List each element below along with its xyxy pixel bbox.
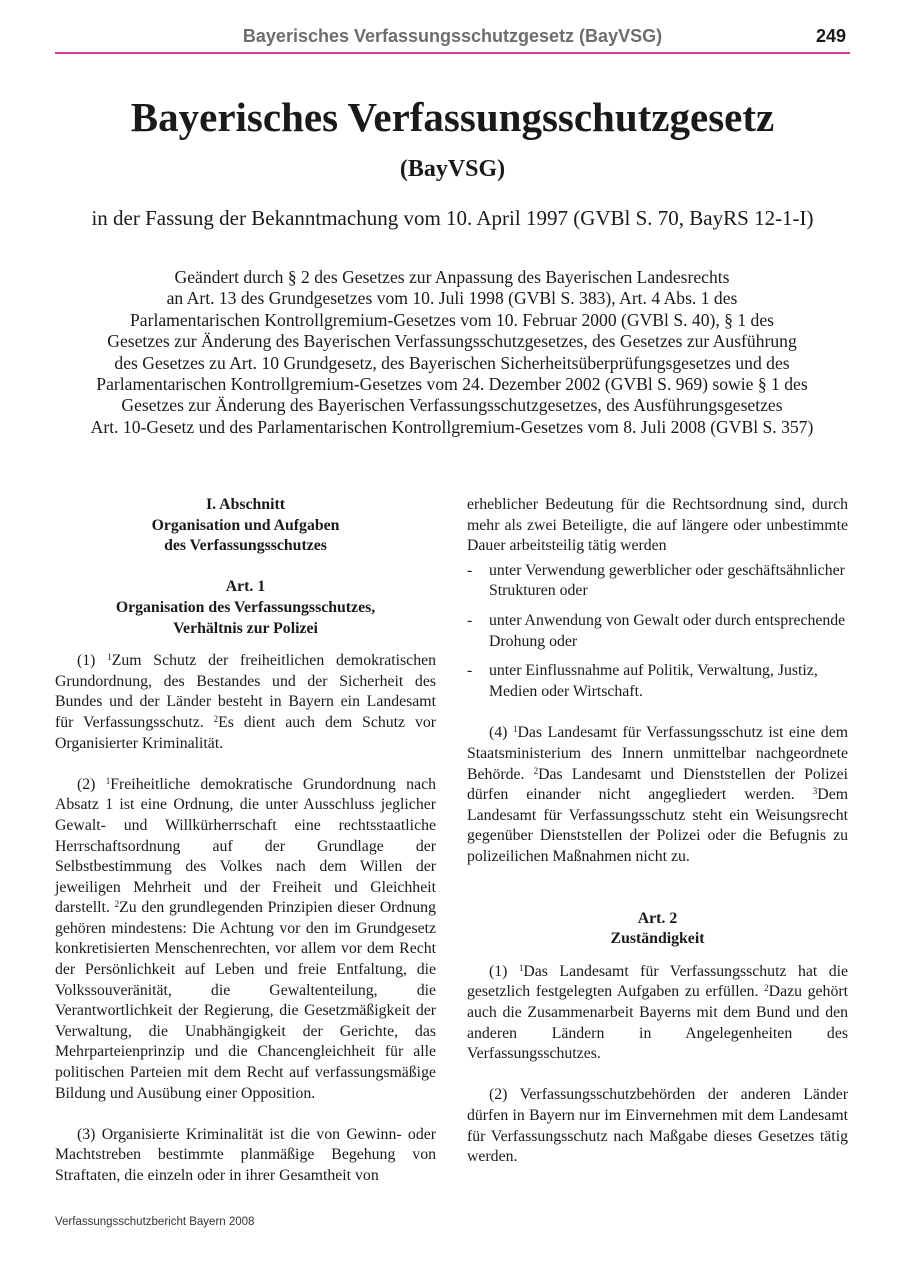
art2-paragraph-1: (1) $^1$Das Landesamt für Verfassungsschutz hat die gesetzlich festgelegten Aufgaben zu erfüllen. $^2$Dazu gehört auch die Zusammenarbeit Bayerns mit dem Bund und den anderen Ländern in Angelegenheiten des Verfassungsschutzes. xyxy=(467,962,848,1063)
amendment-line: Gesetzes zur Änderung des Bayerischen Verfassungsschutzgesetzes, des Gesetzes zur Ausführung xyxy=(107,331,797,352)
amendment-line: Parlamentarischen Kontrollgremium-Gesetzes vom 24. Dezember 2002 (GVBl S. 969) sowie § 1 des xyxy=(96,374,808,395)
art1-heading xyxy=(55,577,436,639)
art2-paragraph-2: (2) Verfassungsschutzbehörden der anderen Länder dürfen in Bayern nur im Einvernehmen mit dem Landesamt für Verfassungsschutz nach Maßgabe dieses Gesetzes tätig werden. xyxy=(467,1086,848,1166)
document-title: Bayerisches Verfassungsschutzgesetz xyxy=(130,94,775,140)
amendment-line: an Art. 13 des Grundgesetzes vom 10. Juli 1998 (GVBl S. 383), Art. 4 Abs. 1 des xyxy=(166,288,738,309)
section-label: I. Abschnitt xyxy=(205,496,285,513)
amendment-line: des Gesetzes zu Art. 10 Grundgesetz, des Bayerischen Sicherheitsüberprüfungsgesetzes und des xyxy=(114,352,790,373)
page-footer: Verfassungsschutzbericht Bayern 2008 xyxy=(55,1216,255,1228)
art1-paragraph-1: (1) $^1$Zum Schutz der freiheitlichen demokratischen Grundordnung, des Bestandes und der Sicherheit des Bundes und der Länder besteht in Bayern ein Landesamt für Verfassungsschutz. $^2$Es dient auch dem Schutz vor Organisierter Kriminalität. xyxy=(55,652,437,752)
art1-title: Organisation des Verfassungsschutzes, xyxy=(115,598,376,616)
art1-label: Art. 1 xyxy=(225,578,266,596)
section-title: des Verfassungsschutzes xyxy=(164,537,327,555)
criteria-list xyxy=(467,561,848,703)
amendment-line: Art. 10-Gesetz und des Parlamentarischen Kontrollgremium-Gesetzes vom 8. Juli 2008 (GVBl S. 357) xyxy=(90,416,814,437)
right-column xyxy=(467,495,848,1168)
amendment-line: Gesetzes zur Änderung des Bayerischen Verfassungsschutzgesetzes, des Ausführungsgesetzes xyxy=(121,395,783,416)
art1-paragraph-3-continued: erheblicher Bedeutung für die Rechtsordnung sind, durch mehr als zwei Beteiligte, die auf längere oder unbestimmte Dauer arbeitsteilig tätig werden xyxy=(467,496,848,555)
art2-title: Zuständigkeit xyxy=(610,930,705,948)
title-block xyxy=(55,92,850,232)
document-abbreviation: (BayVSG) xyxy=(399,156,506,182)
art1-paragraph-2: (2) $^1$Freiheitliche demokratische Grundordnung nach Absatz 1 ist eine Ordnung, die unter Ausschluss jeglicher Gewalt- und Willkürherrschaft eine rechtsstaatliche Herrschaftsordnung auf der Grundlage der Selbstbestimmung des Volkes nach dem Willen der jeweiligen Mehrheit und der Freiheit und Gleichheit darstellt. $^2$Zu den grundlegenden Prinzipien dieser Ordnung gehören mindestens: Die Achtung vor den im Grundgesetz konkretisierten Menschenrechten, vor allem vor dem Recht der Persönlichkeit auf Leben und freie Entfaltung, die Volkssouveränität, die Gewaltenteilung, die Verantwortlichkeit der Regierung, die Gesetzmäßigkeit der Verwaltung, die Unabhängigkeit der Gerichte, das Mehrparteienprinzip und die Chancengleichheit für alle politischen Parteien mit dem Recht auf verfassungsmäßige Bildung und Ausübung einer Opposition. xyxy=(55,775,436,1102)
running-title: Bayerisches Verfassungsschutzgesetz (BayVSG) xyxy=(242,26,663,46)
amendment-line: Parlamentarischen Kontrollgremium-Gesetzes vom 10. Februar 2000 (GVBl S. 40), § 1 des xyxy=(130,309,774,330)
amendment-note xyxy=(52,267,852,438)
list-item: - unter Anwendung von Gewalt oder durch entsprechende Drohung oder xyxy=(467,611,846,650)
section-heading xyxy=(55,495,436,557)
art1-title: Verhältnis zur Polizei xyxy=(173,619,318,637)
page-number: 249 xyxy=(815,26,846,46)
art2-label: Art. 2 xyxy=(637,909,678,927)
version-note: in der Fassung der Bekanntmachung vom 10. April 1997 (GVBl S. 70, BayRS 12-1-I) xyxy=(91,206,814,230)
list-item: - unter Einflussnahme auf Politik, Verwaltung, Justiz, Medien oder Wirtschaft. xyxy=(467,662,818,700)
art1-paragraph-3: (3) Organisierte Kriminalität ist die von Gewinn- oder Machtstreben bestimmte planmäßige Begehung von Straftaten, die einzeln oder in ihrer Gesamtheit von xyxy=(55,1125,436,1184)
art1-paragraph-4: (4) $^1$Das Landesamt für Verfassungsschutz ist eine dem Staatsministerium des Innern unmittelbar nachgeordnete Behörde. $^2$Das Landesamt und Dienststellen der Polizei dürfen einander nicht angegliedert werden. $^3$Dem Landesamt für Verfassungsschutz steht ein Weisungsrecht gegenüber Dienststellen der Polizei oder die Befugnis zu polizeilichen Maßnahmen nicht zu. xyxy=(467,724,848,865)
art2-heading xyxy=(467,909,848,950)
list-item: - unter Verwendung gewerblicher oder geschäftsähnlicher Strukturen oder xyxy=(467,561,845,600)
section-title: Organisation und Aufgaben xyxy=(151,516,340,534)
left-column xyxy=(55,495,436,1187)
running-header xyxy=(55,24,850,54)
amendment-line: Geändert durch § 2 des Gesetzes zur Anpassung des Bayerischen Landesrechts xyxy=(174,267,730,287)
